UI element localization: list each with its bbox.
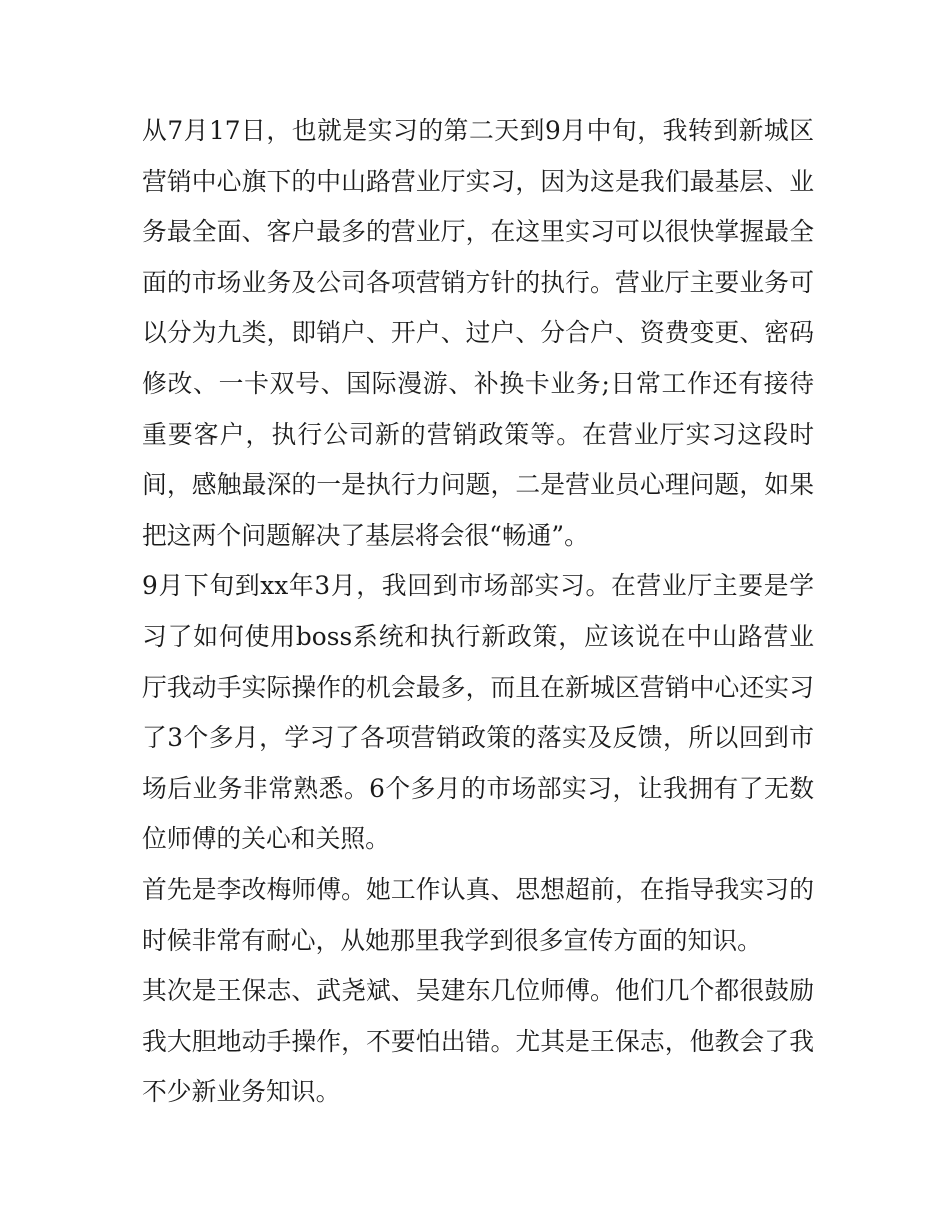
paragraph-1 <box>142 106 814 561</box>
text-line: 首先是李改梅师傅。她工作认真、思想超前，在指导我实习的 <box>142 874 814 904</box>
paragraph-2 <box>142 561 814 865</box>
text-line: 重要客户，执行公司新的营销政策等。在营业厅实习这段时 <box>142 419 814 449</box>
text-line: 务最全面、客户最多的营业厅，在这里实习可以很快掌握最全 <box>142 217 814 247</box>
text-line: 修改、一卡双号、国际漫游、补换卡业务;日常工作还有接待 <box>142 368 814 398</box>
text-line: 以分为九类，即销户、开户、过户、分合户、资费变更、密码 <box>142 318 814 348</box>
text-line: 其次是王保志、武尧斌、吴建东几位师傅。他们几个都很鼓励 <box>142 976 814 1006</box>
text-line: 场后业务非常熟悉。6个多月的市场部实习，让我拥有了无数 <box>142 773 814 803</box>
text-line: 把这两个问题解决了基层将会很“畅通”。 <box>142 520 589 550</box>
text-line: 时候非常有耐心，从她那里我学到很多宣传方面的知识。 <box>142 925 762 955</box>
text-line: 不少新业务知识。 <box>142 1077 341 1107</box>
text-line: 营销中心旗下的中山路营业厅实习，因为这是我们最基层、业 <box>142 166 814 196</box>
paragraph-3 <box>142 865 814 966</box>
text-line: 习了如何使用boss系统和执行新政策，应该说在中山路营业 <box>142 621 814 651</box>
text-line: 面的市场业务及公司各项营销方针的执行。营业厅主要业务可 <box>142 267 814 297</box>
text-line: 厅我动手实际操作的机会最多，而且在新城区营销中心还实习 <box>142 672 814 702</box>
text-line: 我大胆地动手操作，不要怕出错。尤其是王保志，他教会了我 <box>142 1026 814 1056</box>
text-line: 间，感触最深的一是执行力问题，二是营业员心理问题，如果 <box>142 470 814 500</box>
document-body <box>142 106 814 1118</box>
text-line: 了3个多月，学习了各项营销政策的落实及反馈，所以回到市 <box>142 723 814 753</box>
text-line: 9月下旬到xx年3月，我回到市场部实习。在营业厅主要是学 <box>142 571 814 601</box>
text-line: 位师傅的关心和关照。 <box>142 824 390 854</box>
text-line: 从7月17日，也就是实习的第二天到9月中旬，我转到新城区 <box>142 116 814 145</box>
paragraph-4 <box>142 966 814 1118</box>
